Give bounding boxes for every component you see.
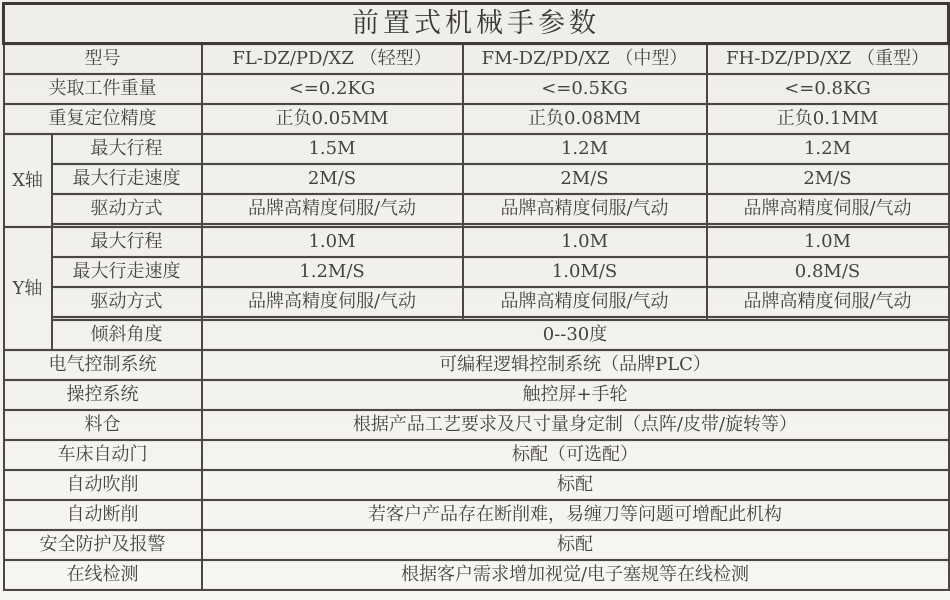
table-row (4, 194, 949, 224)
cell-value-span: 标配 (202, 530, 949, 560)
row-label: 最大行程 (52, 134, 202, 164)
group-label-x-axis: X轴 (4, 134, 52, 227)
cell-value: 0.8M/S (707, 257, 949, 287)
model-header-heavy: FH-DZ/PD/XZ （重型） (707, 44, 949, 75)
table-row (4, 74, 949, 104)
group-label-y-axis: Y轴 (4, 227, 52, 350)
page-title: 前置式机械手参数 (4, 4, 949, 44)
row-label: 在线检测 (4, 560, 202, 590)
table-row (4, 470, 949, 500)
cell-value-span: 根据产品工艺要求及尺寸量身定制（点阵/皮带/旋转等） (202, 410, 949, 440)
cell-value: 品牌高精度伺服/气动 (463, 194, 707, 224)
cell-value: 2M/S (707, 164, 949, 194)
row-label: 驱动方式 (52, 287, 202, 317)
table-row (4, 134, 949, 164)
cell-value: 1.2M (707, 134, 949, 164)
cell-value: 2M/S (463, 164, 707, 194)
cell-value: 品牌高精度伺服/气动 (202, 287, 463, 317)
row-label: 安全防护及报警 (4, 530, 202, 560)
cell-value-span: 标配 (202, 470, 949, 500)
cell-value: 品牌高精度伺服/气动 (463, 287, 707, 317)
cell-value: 正负0.05MM (202, 104, 463, 134)
cell-value-span: 根据客户需求增加视觉/电子塞规等在线检测 (202, 560, 949, 590)
header-label: 型号 (4, 44, 202, 75)
cell-value: 1.0M (202, 227, 463, 257)
table-row (4, 287, 949, 317)
cell-value: 1.2M/S (202, 257, 463, 287)
row-label: 自动断削 (4, 500, 202, 530)
row-label: 最大行程 (52, 227, 202, 257)
table-row (4, 164, 949, 194)
model-header-light: FL-DZ/PD/XZ （轻型） (202, 44, 463, 75)
cell-value-span: 若客户产品存在断削难，易缠刀等问题可增配此机构 (202, 500, 949, 530)
table-row (4, 380, 949, 410)
cell-value-span: 标配（可选配） (202, 440, 949, 470)
cell-value: 1.0M (707, 227, 949, 257)
table-row (4, 227, 949, 257)
cell-value: <=0.2KG (202, 74, 463, 104)
cell-value: 2M/S (202, 164, 463, 194)
table-row (4, 410, 949, 440)
row-label: 自动吹削 (4, 470, 202, 500)
table-row (4, 530, 949, 560)
row-label: 车床自动门 (4, 440, 202, 470)
cell-value: 1.2M (463, 134, 707, 164)
cell-value: 正负0.1MM (707, 104, 949, 134)
cell-value: 品牌高精度伺服/气动 (707, 287, 949, 317)
row-label: 夹取工件重量 (4, 74, 202, 104)
table-row (4, 350, 949, 380)
cell-value-span: 0--30度 (202, 320, 949, 350)
model-header-medium: FM-DZ/PD/XZ （中型） (463, 44, 707, 75)
cell-value: 1.0M/S (463, 257, 707, 287)
cell-value: 1.0M (463, 227, 707, 257)
cell-value: 品牌高精度伺服/气动 (202, 194, 463, 224)
row-label: 料仓 (4, 410, 202, 440)
row-label: 重复定位精度 (4, 104, 202, 134)
row-label: 电气控制系统 (4, 350, 202, 380)
cell-value: <=0.5KG (463, 74, 707, 104)
row-label: 驱动方式 (52, 194, 202, 224)
cell-value: 正负0.08MM (463, 104, 707, 134)
row-label: 倾斜角度 (52, 320, 202, 350)
table-row (4, 560, 949, 590)
row-label: 最大行走速度 (52, 257, 202, 287)
cell-value: <=0.8KG (707, 74, 949, 104)
table-row (4, 320, 949, 350)
table-row (4, 257, 949, 287)
table-row (4, 104, 949, 134)
cell-value: 品牌高精度伺服/气动 (707, 194, 949, 224)
header-row (4, 44, 949, 75)
row-label: 最大行走速度 (52, 164, 202, 194)
table-row (4, 440, 949, 470)
title-row (4, 4, 949, 44)
table-row (4, 500, 949, 530)
cell-value-span: 触控屏+手轮 (202, 380, 949, 410)
cell-value: 1.5M (202, 134, 463, 164)
row-label: 操控系统 (4, 380, 202, 410)
spec-table (2, 2, 950, 591)
cell-value-span: 可编程逻辑控制系统（品牌PLC） (202, 350, 949, 380)
